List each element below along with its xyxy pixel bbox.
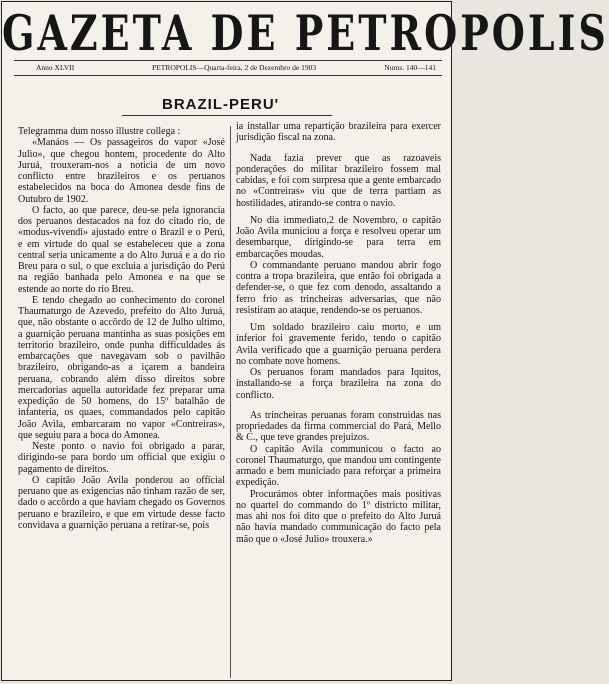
paragraph: Telegramma dum nosso illustre collega :: [18, 126, 181, 137]
paragraph: Procurámos obter informações mais positivas no quartel do commando do 1º districto militar, mas ahi nos foi dito que o prefeito do Alto Juruá não havia mandado communicação do facto pela mão que o «José Julio» trouxera.»: [236, 488, 441, 545]
paragraph: ia installar uma repartição brazileira para exercer jurisdição fiscal na zona.: [236, 121, 441, 144]
left-column: [18, 126, 225, 531]
paragraph: No dia immediato,2 de Novembro, o capitão João Avila municiou a força e resolveu operar um desembarque, dirigindo-se para terra em embarcações moudas.: [236, 214, 441, 260]
paragraph: O facto, ao que parece, deu-se pela ignorancia dos peruanos destacados na foz do citado rio, de «modus-vivendi» ajustado entre o Brazil e o Perú, e em virtude do qual se estabeleceu que a zona central seria unicamente a do Alto Juruá e a do rio Breu para o sul, o que excluia a jurisdição do Perú na região banhada pelo Amonea e na que se estende ao norte do rio Breu.: [18, 204, 225, 295]
paragraph: O commandante peruano mandou abrir fogo contra a tropa brazileira, que então foi obrigada a defender-se, o que fez com denodo, assaltando a ferro frio as trincheiras adversarias, que não resistiram ao ataque, rendendo-se os peruanos.: [236, 259, 441, 316]
newspaper-title: GAZETA DE PETROPOLIS: [2, 4, 609, 62]
year-label: Anno XLVII: [36, 63, 75, 72]
paragraph: Neste ponto o navio foi obrigado a parar, dirigindo-se para bordo um official que exigiu o pagamento de direitos.: [18, 441, 225, 475]
paragraph: O capitão Avila communicou o facto ao coronel Thaumaturgo, que mandou um contingente armado e bem municiado para reforçar a primeira expedição.: [236, 443, 441, 489]
right-column: [236, 121, 441, 545]
paragraph: Nada fazia prever que as razoaveis ponderações do militar brazileiro fossem mal cabidas, e foi com surpresa que a gente embarcado no «Contreiras» viu que de terra partiam as hostilidades, atirando-se contra o navio.: [236, 152, 441, 209]
paragraph: O capitão João Avila ponderou ao official peruano que as exigencias não tinham razão de ser, dado o accôrdo a que haviam chegado os Governos peruano e brazileiro, e que em virtude desse facto convidava a guarnição peruana a retirar-se, pois: [18, 474, 225, 531]
date-line: PETROPOLIS—Quarta-feira, 2 de Dezembro de 1903: [152, 63, 317, 72]
article-title: BRAZIL-PERU': [162, 96, 280, 113]
paragraph: «Manáos — Os passageiros do vapor «José Julio», que chegou hontem, procedente do Alto Juruá, trouxeram-nos a noticia de um novo conflicto entre brazileiros e os peruanos estabelecidos na boca do Amonea desde fins de Outubro de 1902.: [18, 137, 225, 205]
masthead: [2, 2, 609, 74]
paragraph: Os peruanos foram mandados para Iquitos, installando-se a força brazileira na zona do conflicto.: [236, 367, 441, 401]
title-underline: [122, 115, 332, 116]
issue-number: Nums. 140—141: [384, 63, 436, 72]
paragraph: E tendo chegado ao conhecimento do coronel Thaumaturgo de Azevedo, prefeito do Alto Juruá, que, não obstante o accôrdo de 12 de Julho ultimo, a guarnição peruana mantinha as suas posições em territorio brazileiro, onde punha difficuldades ás embarcações que navegavam sob o pavilhão brazileiro, obrigando-as a içarem a bandeira peruana, cobrando além disso direitos sobre mercadorias aquella autoridade fez preparar uma expedição de 50 homens, do 15º batalhão de infanteria, os quaes, commandados pelo capitão João Avila, embarcaram no vapor «Contreiras», que seguiu para a boca do Amonea.: [18, 294, 225, 441]
column-rule: [230, 126, 231, 678]
paragraph: Um soldado brazileiro caiu morto, e um inferior foi gravemente ferido, tendo o capitão Avila verificado que a guarnição peruana perdera no combate nove homens.: [236, 322, 441, 367]
newspaper-page: [1, 1, 609, 681]
dateline: [14, 60, 442, 76]
paragraph: As trincheiras peruanas foram construidas nas propriedades da firma commercial do Pará, Mello & C., que teve grandes prejuizos.: [236, 409, 441, 444]
